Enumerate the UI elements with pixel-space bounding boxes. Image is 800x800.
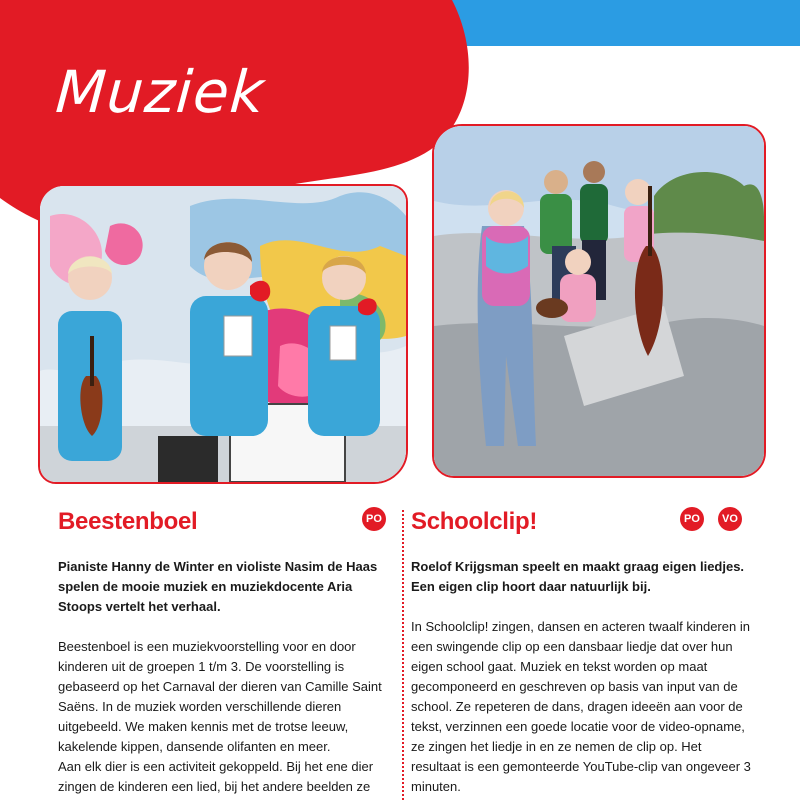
intro-text: Roelof Krijgsman speelt en maakt graag eigen liedjes. Een eigen clip hoort daar natuurlijk bij.: [411, 559, 745, 594]
badge-po: PO: [680, 507, 704, 531]
section-title-schoolclip: Schoolclip!: [411, 508, 538, 535]
column-beestenboel: [58, 557, 398, 797]
badge-vo: VO: [718, 507, 742, 531]
intro-text: Pianiste Hanny de Winter en violiste Nasim de Haas spelen de mooie muziek en muziekdocente Aria Stoops vertelt het verhaal.: [58, 559, 378, 614]
body-paragraph: In Schoolclip! zingen, dansen en acteren twaalf kinderen in een swingende clip op een dansbaar liedje dat over hun eigen school gaat. Muziek en tekst worden op maat gecomponeerd en geschreven op basis van input van de school. Ze repeteren de dans, dragen ideeën aan voor de tekst, verzinnen een goede locatie voor de video-opname, ze zingen het liedje in en ze nemen de clip op. Het resultaat is een gemonteerde YouTube-clip van ongeveer 3 minuten.: [411, 619, 751, 794]
badge-po: PO: [362, 507, 386, 531]
page-title: Muziek: [53, 58, 268, 126]
body-paragraph: Beestenboel is een muziekvoorstelling voor en door kinderen uit de groepen 1 t/m 3. De voorstelling is gebaseerd op het Carnaval der dieren van Camille Saint Saëns. In de muziek worden verschillende dieren uitgebeeld. We maken kennis met de trotse leeuw, kakelende kippen, dansende olifanten en meer.: [58, 639, 382, 754]
column-divider: [402, 510, 404, 800]
body-paragraph: Aan elk dier is een activiteit gekoppeld. Bij het ene dier zingen de kinderen een lied, bij het andere beelden ze: [58, 759, 374, 794]
photo-beestenboel: [38, 184, 408, 484]
section-title-beestenboel: Beestenboel: [58, 508, 198, 535]
photo-schoolclip: [432, 124, 766, 478]
column-schoolclip: [411, 557, 751, 797]
